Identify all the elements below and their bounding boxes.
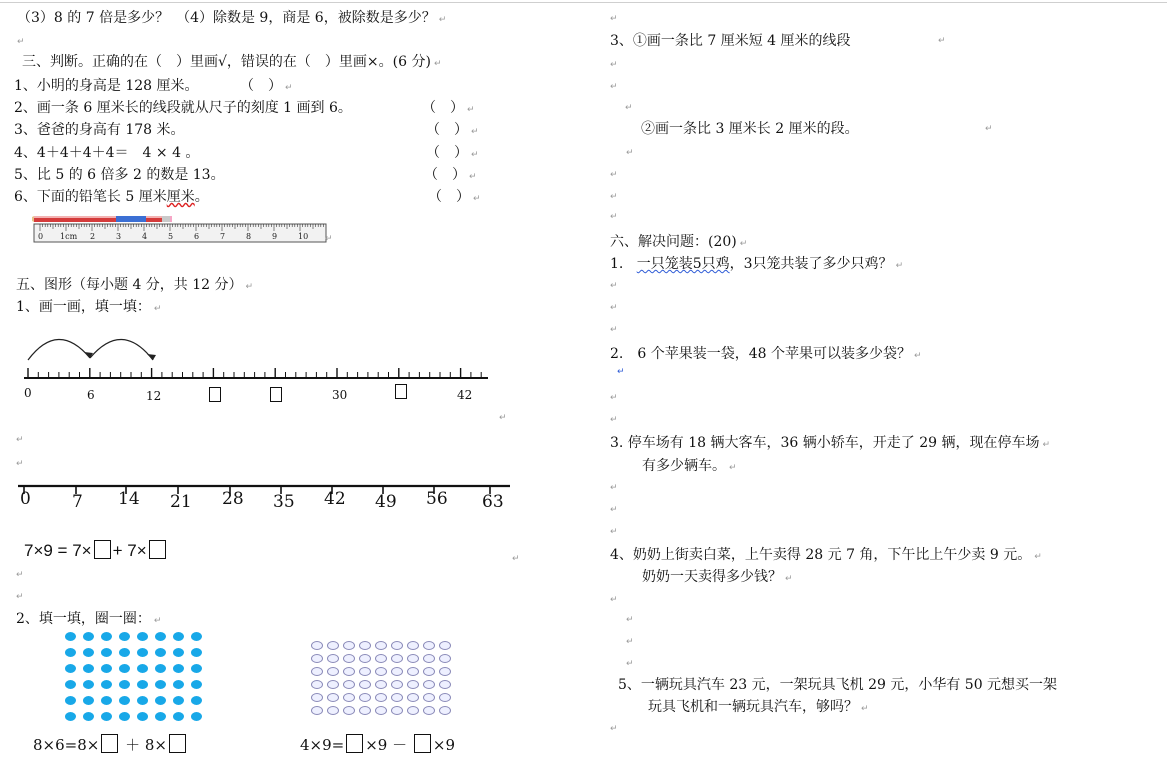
jump-arc-1 (28, 339, 90, 360)
smiley-array-9x6 (311, 641, 451, 715)
equation-8x6: 8×6=8× ＋ 8× (33, 734, 188, 754)
problem-2: 2. 6 个苹果装一袋，48 个苹果可以装多少袋？ ↵ (610, 346, 922, 362)
ruler-label: 6 (194, 232, 200, 241)
question-3-4: （3）8 的 7 倍是多少？ （4）除数是 9，商是 6，被除数是多少？ ↵ (17, 10, 447, 26)
smiley-icon (327, 654, 339, 663)
problem-4-line-1: 4、奶奶上街卖白菜，上午卖得 28 元 7 角，下午比上午少卖 9 元。 ↵ (610, 547, 1042, 563)
eq3-box-2[interactable] (414, 734, 431, 753)
paragraph-mark: ↵ (625, 103, 633, 113)
smiley-icon (439, 680, 451, 689)
dot (173, 712, 184, 721)
smiley-icon (327, 641, 339, 650)
smiley-icon (391, 706, 403, 715)
dot (119, 680, 130, 689)
smiley-icon (375, 706, 387, 715)
ruler-label: 9 (272, 232, 278, 241)
nl2-label: 35 (273, 492, 295, 512)
smiley-icon (423, 654, 435, 663)
smiley-icon (407, 654, 419, 663)
dot (191, 680, 202, 689)
dot (191, 664, 202, 673)
dot (83, 696, 94, 705)
judge-paren-5: （ ） ↵ (424, 167, 477, 183)
paragraph-mark: ↵ (16, 435, 24, 445)
smiley-icon (375, 680, 387, 689)
ruler-label: 7 (220, 232, 226, 241)
smiley-icon (359, 693, 371, 702)
nl1-label-0: 0 (24, 386, 32, 400)
smiley-icon (343, 654, 355, 663)
dot (83, 680, 94, 689)
ruler-label: 8 (246, 232, 252, 241)
shapes-title: 五、图形（每小题 4 分，共 12 分） ↵ (16, 277, 254, 293)
smiley-icon (375, 654, 387, 663)
shapes-q2: 2、填一填，圈一圈： ↵ (16, 611, 162, 627)
ruler-label: 3 (116, 232, 122, 241)
smiley-icon (375, 641, 387, 650)
smiley-icon (407, 693, 419, 702)
problem-5-line-1: 5、一辆玩具汽车 23 元，一架玩具飞机 29 元，小华有 50 元想买一架 (618, 677, 1058, 693)
smiley-icon (439, 693, 451, 702)
ruler-label: 5 (168, 232, 174, 241)
judge-paren-4: （ ） ↵ (426, 145, 479, 161)
smiley-icon (375, 693, 387, 702)
paragraph-mark: ↵ (626, 615, 634, 625)
smiley-icon (311, 680, 323, 689)
ruler-label: 0 (38, 232, 44, 241)
smiley-icon (359, 667, 371, 676)
nl2-label: 21 (170, 492, 192, 512)
eq2-box-1[interactable] (101, 734, 118, 753)
dot (119, 696, 130, 705)
shapes-q1: 1、画一画，填一填： ↵ (16, 299, 162, 315)
nl2-label: 0 (20, 489, 31, 509)
smiley-icon (423, 641, 435, 650)
smiley-icon (343, 641, 355, 650)
draw-line-1: 3、①画一条比 7 厘米短 4 厘米的线段 (610, 33, 851, 49)
ruler-label: 10 (298, 232, 309, 241)
dot (137, 632, 148, 641)
judge-paren-1: （ ） ↵ (240, 78, 293, 94)
dot (119, 712, 130, 721)
paragraph-mark: ↵ (985, 124, 993, 134)
smiley-icon (359, 641, 371, 650)
dot (119, 632, 130, 641)
smiley-icon (391, 654, 403, 663)
nl1-label-12: 12 (146, 389, 162, 403)
dot (101, 696, 112, 705)
paragraph-mark: ↵ (610, 393, 618, 403)
judge-item-5: 5、比 5 的 6 倍多 2 的数是 13。 (14, 167, 225, 183)
smiley-icon (327, 667, 339, 676)
paragraph-mark: ↵ (610, 527, 618, 537)
smiley-icon (327, 693, 339, 702)
paragraph-mark: ↵ (610, 303, 618, 313)
nl2-label: 56 (426, 489, 448, 509)
paragraph-mark: ↵ (16, 570, 24, 580)
nl2-label: 7 (72, 492, 83, 512)
dot (137, 648, 148, 657)
paragraph-mark: ↵ (617, 367, 625, 377)
dot (173, 632, 184, 641)
paragraph-mark: ↵ (16, 592, 24, 602)
paragraph-mark: ↵ (626, 659, 634, 669)
dot (101, 664, 112, 673)
smiley-icon (343, 680, 355, 689)
judge-item-3: 3、爸爸的身高有 178 米。 (14, 122, 185, 138)
smiley-icon (439, 706, 451, 715)
nl2-label: 14 (118, 489, 140, 509)
smiley-icon (311, 654, 323, 663)
smiley-icon (359, 706, 371, 715)
smiley-icon (391, 667, 403, 676)
dot (101, 712, 112, 721)
smiley-icon (407, 680, 419, 689)
dot (155, 632, 166, 641)
problem-3-line-1: 3. 停车场有 18 辆大客车，36 辆小轿车，开走了 29 辆，现在停车场 ↵ (610, 435, 1051, 451)
dot (83, 648, 94, 657)
dot (83, 712, 94, 721)
smiley-icon (391, 641, 403, 650)
nl1-answer-box-3[interactable] (395, 384, 407, 404)
paragraph-mark: ↵ (610, 170, 618, 180)
smiley-icon (343, 693, 355, 702)
dot (65, 696, 76, 705)
dot (191, 696, 202, 705)
dot (155, 696, 166, 705)
paragraph-mark: ↵ (17, 37, 25, 47)
smiley-icon (343, 667, 355, 676)
dot (137, 712, 148, 721)
smiley-icon (311, 641, 323, 650)
dot (155, 680, 166, 689)
judge-item-2: 2、画一条 6 厘米长的线段就从尺子的刻度 1 画到 6。 (14, 100, 352, 116)
nl1-label-30: 30 (332, 388, 348, 402)
dot (191, 712, 202, 721)
judge-item-4: 4、4＋4＋4＋4＝ 4 × 4 。 (14, 145, 200, 161)
judge-paren-2: （ ） ↵ (422, 100, 475, 116)
smiley-icon (391, 693, 403, 702)
problem-4-line-2: 奶奶一天卖得多少钱？ ↵ (642, 569, 793, 585)
ruler (34, 224, 326, 242)
solve-title: 六、解决问题：(20) ↵ (610, 234, 748, 250)
smiley-icon (423, 706, 435, 715)
nl2-label: 49 (375, 492, 397, 512)
paragraph-mark: ↵ (610, 505, 618, 515)
dot (155, 664, 166, 673)
smiley-icon (311, 706, 323, 715)
ruler-label: 4 (142, 232, 148, 241)
paragraph-mark: ↵ (938, 36, 946, 46)
smiley-icon (359, 654, 371, 663)
paragraph-mark: ↵ (610, 325, 618, 335)
dot (101, 648, 112, 657)
dot (137, 664, 148, 673)
paragraph-mark: ↵ (610, 14, 618, 24)
dot (173, 680, 184, 689)
ruler-label: 1cm (60, 232, 78, 241)
smiley-icon (407, 641, 419, 650)
paragraph-mark: ↵ (610, 724, 618, 734)
dot (119, 648, 130, 657)
paragraph-mark: ↵ (610, 415, 618, 425)
judge-item-6: 6、下面的铅笔长 5 厘米厘米。 (14, 189, 209, 205)
judge-item-1: 1、小明的身高是 128 厘米。 (14, 78, 199, 94)
dot (137, 680, 148, 689)
paragraph-mark: ↵ (610, 82, 618, 92)
dot (173, 664, 184, 673)
smiley-icon (407, 667, 419, 676)
dot (173, 648, 184, 657)
nl2-label: 42 (324, 489, 346, 509)
smiley-icon (439, 667, 451, 676)
smiley-icon (439, 641, 451, 650)
dot (65, 664, 76, 673)
dot (83, 632, 94, 641)
dot (173, 696, 184, 705)
dot (155, 712, 166, 721)
dot-array-8x6 (65, 632, 202, 721)
eq2-box-2[interactable] (169, 734, 186, 753)
problem-1: 1. 一只笼装5只鸡，3只笼共装了多少只鸡？ ↵ (610, 256, 904, 272)
draw-line-2: ②画一条比 3 厘米长 2 厘米的段。 (641, 121, 859, 137)
judge-paren-6: （ ） ↵ (428, 189, 481, 205)
equation-4x9: 4×9= ×9 － ×9 (300, 736, 456, 754)
smiley-icon (423, 693, 435, 702)
page-top-border (0, 2, 1167, 3)
equation-7x9: 7×9 = 7× + 7× (24, 540, 168, 560)
eq1-box-1[interactable] (94, 540, 111, 559)
nl1-label-42: 42 (457, 388, 473, 402)
dot (155, 648, 166, 657)
eq1-box-2[interactable] (149, 540, 166, 559)
paragraph-mark: ↵ (512, 554, 520, 564)
paragraph-mark: ↵ (610, 60, 618, 70)
smiley-icon (343, 706, 355, 715)
problem-3-line-2: 有多少辆车。 ↵ (642, 458, 737, 474)
smiley-icon (375, 667, 387, 676)
smiley-icon (423, 667, 435, 676)
judge-paren-3: （ ） ↵ (426, 122, 479, 138)
problem-5-line-2: 玩具飞机和一辆玩具汽车，够吗？ ↵ (648, 699, 869, 715)
paragraph-mark: ↵ (499, 413, 507, 423)
judge-title: 三、判断。正确的在（ ）里画√，错误的在（ ）里画×。(6 分) ↵ (22, 54, 442, 70)
nl2-label: 63 (482, 492, 504, 512)
paragraph-mark: ↵ (610, 595, 618, 605)
nl1-answer-box-2[interactable] (270, 387, 282, 407)
nl1-label-6: 6 (87, 388, 95, 402)
paragraph-mark: ↵ (610, 281, 618, 291)
paragraph-mark: ↵ (610, 212, 618, 222)
pencil-ruler-illustration (32, 212, 332, 246)
smiley-icon (391, 680, 403, 689)
paragraph-mark: ↵ (325, 234, 333, 244)
dot (65, 680, 76, 689)
nl1-answer-box-1[interactable] (209, 387, 221, 407)
dot (137, 696, 148, 705)
dot (101, 632, 112, 641)
jump-arc-2 (90, 339, 153, 360)
nl2-label: 28 (222, 489, 244, 509)
smiley-icon (407, 706, 419, 715)
dot (191, 632, 202, 641)
dot (83, 664, 94, 673)
smiley-icon (359, 680, 371, 689)
paragraph-mark: ↵ (626, 637, 634, 647)
paragraph-mark: ↵ (626, 148, 634, 158)
dot (119, 664, 130, 673)
paragraph-mark: ↵ (610, 192, 618, 202)
ruler-label: 2 (90, 232, 96, 241)
eq3-box-1[interactable] (346, 734, 363, 753)
dot (191, 648, 202, 657)
smiley-icon (311, 693, 323, 702)
smiley-icon (439, 654, 451, 663)
smiley-icon (311, 667, 323, 676)
dot (65, 648, 76, 657)
paragraph-mark: ↵ (16, 459, 24, 469)
dot (65, 712, 76, 721)
paragraph-mark: ↵ (610, 483, 618, 493)
dot (65, 632, 76, 641)
dot (101, 680, 112, 689)
smiley-icon (327, 680, 339, 689)
smiley-icon (423, 680, 435, 689)
smiley-icon (327, 706, 339, 715)
